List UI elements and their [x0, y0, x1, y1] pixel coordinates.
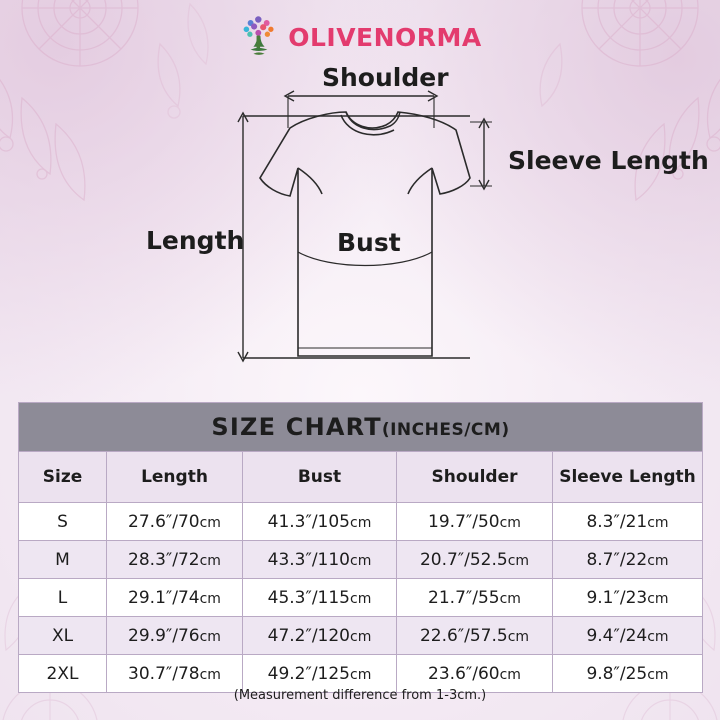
- cell-shoulder-unit: cm: [507, 552, 530, 569]
- table-title-row: [19, 403, 703, 452]
- cell-shoulder-value: 23.6″/60: [428, 663, 500, 684]
- table-row: [19, 655, 703, 693]
- cell-length-value: 30.7″/78: [128, 663, 200, 684]
- table-title-main: SIZE CHART: [211, 413, 382, 441]
- brand-name: OLIVENORMA: [288, 22, 482, 52]
- cell-bust-unit: cm: [350, 552, 372, 569]
- cell-bust-value: 45.3″/115: [267, 587, 351, 608]
- cell-shoulder-unit: cm: [499, 514, 521, 531]
- brand-header: [0, 14, 720, 60]
- cell-length: [107, 617, 243, 655]
- cell-length-value: 29.1″/74: [128, 587, 200, 608]
- cell-bust-unit: cm: [350, 514, 372, 531]
- table-header-row: [19, 452, 703, 503]
- cell-bust-unit: cm: [350, 666, 372, 683]
- cell-shoulder: [397, 655, 553, 693]
- table-row: [19, 617, 703, 655]
- cell-shoulder-value: 22.6″/57.5: [419, 625, 508, 646]
- cell-length-unit: cm: [199, 628, 221, 645]
- label-shoulder: Shoulder: [322, 63, 449, 92]
- col-header-length: Length: [107, 452, 243, 503]
- cell-sleeve-value: 8.7″/22: [586, 549, 648, 570]
- col-header-sleeve-length: Sleeve Length: [553, 452, 703, 503]
- cell-sleeve-value: 9.8″/25: [586, 663, 648, 684]
- col-header-shoulder: Shoulder: [397, 452, 553, 503]
- cell-sleeve: [553, 655, 703, 693]
- cell-bust-value: 43.3″/110: [267, 549, 351, 570]
- cell-bust: [243, 503, 397, 541]
- cell-size: S: [19, 503, 107, 541]
- cell-length-value: 27.6″/70: [128, 511, 200, 532]
- garment-diagram: [0, 56, 720, 396]
- cell-shoulder-unit: cm: [499, 590, 521, 607]
- table-row: [19, 541, 703, 579]
- cell-length-unit: cm: [199, 590, 221, 607]
- cell-sleeve-value: 9.4″/24: [586, 625, 648, 646]
- cell-sleeve: [553, 617, 703, 655]
- cell-sleeve-value: 9.1″/23: [586, 587, 648, 608]
- label-bust: Bust: [337, 228, 401, 257]
- cell-size: 2XL: [19, 655, 107, 693]
- cell-sleeve-unit: cm: [647, 590, 669, 607]
- cell-length: [107, 503, 243, 541]
- cell-bust: [243, 655, 397, 693]
- cell-shoulder-value: 19.7″/50: [428, 511, 500, 532]
- cell-sleeve-value: 8.3″/21: [586, 511, 648, 532]
- cell-bust-value: 41.3″/105: [267, 511, 351, 532]
- label-length: Length: [146, 226, 245, 255]
- table-row: [19, 579, 703, 617]
- cell-bust: [243, 541, 397, 579]
- label-sleeve-length: Sleeve Length: [508, 146, 709, 175]
- cell-bust-value: 49.2″/125: [267, 663, 351, 684]
- cell-shoulder: [397, 617, 553, 655]
- cell-length-value: 29.9″/76: [128, 625, 200, 646]
- cell-sleeve-unit: cm: [647, 628, 669, 645]
- tshirt-outline-icon: [0, 56, 720, 396]
- cell-length: [107, 655, 243, 693]
- measurement-note: (Measurement difference from 1-3cm.): [233, 688, 487, 703]
- cell-bust: [243, 579, 397, 617]
- cell-length: [107, 541, 243, 579]
- cell-length-unit: cm: [199, 514, 221, 531]
- cell-sleeve-unit: cm: [647, 514, 669, 531]
- cell-shoulder-unit: cm: [499, 666, 521, 683]
- cell-length-unit: cm: [199, 666, 221, 683]
- cell-length-unit: cm: [199, 552, 221, 569]
- cell-bust-unit: cm: [350, 628, 372, 645]
- cell-shoulder-unit: cm: [507, 628, 530, 645]
- cell-shoulder-value: 21.7″/55: [428, 587, 500, 608]
- table-title-units: (INCHES/CM): [381, 420, 510, 440]
- cell-sleeve: [553, 503, 703, 541]
- cell-size: M: [19, 541, 107, 579]
- cell-bust-value: 47.2″/120: [267, 625, 351, 646]
- cell-bust-unit: cm: [350, 590, 372, 607]
- col-header-size: Size: [19, 452, 107, 503]
- cell-sleeve-unit: cm: [647, 666, 669, 683]
- tree-of-life-icon: [238, 14, 280, 60]
- cell-shoulder: [397, 541, 553, 579]
- cell-length: [107, 579, 243, 617]
- cell-length-value: 28.3″/72: [128, 549, 200, 570]
- col-header-bust: Bust: [243, 452, 397, 503]
- cell-shoulder-value: 20.7″/52.5: [419, 549, 508, 570]
- table-row: [19, 503, 703, 541]
- cell-size: XL: [19, 617, 107, 655]
- cell-sleeve: [553, 541, 703, 579]
- cell-sleeve: [553, 579, 703, 617]
- cell-size: L: [19, 579, 107, 617]
- cell-bust: [243, 617, 397, 655]
- table-title-cell: [19, 403, 703, 452]
- cell-shoulder: [397, 579, 553, 617]
- cell-sleeve-unit: cm: [647, 552, 669, 569]
- size-chart-table-wrap: [18, 402, 702, 693]
- cell-shoulder: [397, 503, 553, 541]
- size-chart-table: [18, 402, 703, 693]
